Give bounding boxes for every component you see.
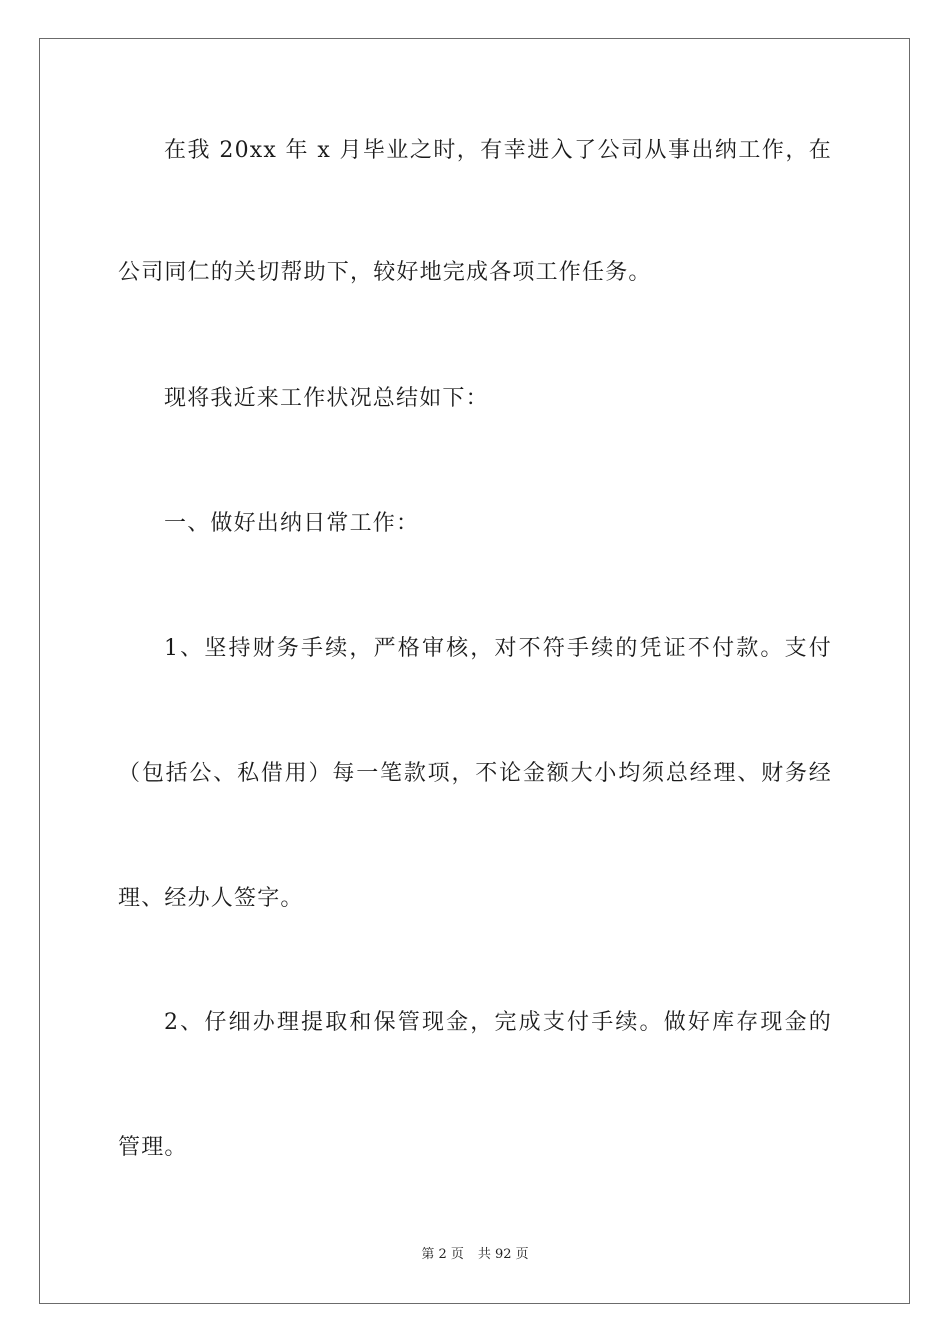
page-frame (39, 38, 910, 1304)
paragraph-line-7: 理、经办人签字。 (118, 886, 304, 911)
page-footer (0, 1246, 950, 1264)
page-number: 第 2 页 (421, 1247, 464, 1262)
paragraph-line-6: （包括公、私借用）每一笔款项，不论金额大小均须总经理、财务经 (118, 761, 832, 786)
paragraph-line-2: 公司同仁的关切帮助下，较好地完成各项工作任务。 (118, 260, 652, 285)
paragraph-line-8: 2、仔细办理提取和保管现金，完成支付手续。做好库存现金的 (164, 1010, 832, 1035)
paragraph-line-9: 管理。 (118, 1135, 188, 1160)
section-heading: 一、做好出纳日常工作： (164, 511, 420, 536)
paragraph-line-1: 在我 20xx 年 x 月毕业之时，有幸进入了公司从事出纳工作，在 (164, 138, 832, 163)
page-total: 共 92 页 (477, 1247, 529, 1262)
paragraph-line-5: 1、坚持财务手续，严格审核，对不符手续的凭证不付款。支付 (164, 636, 832, 661)
paragraph-line-3: 现将我近来工作状况总结如下： (164, 386, 489, 411)
